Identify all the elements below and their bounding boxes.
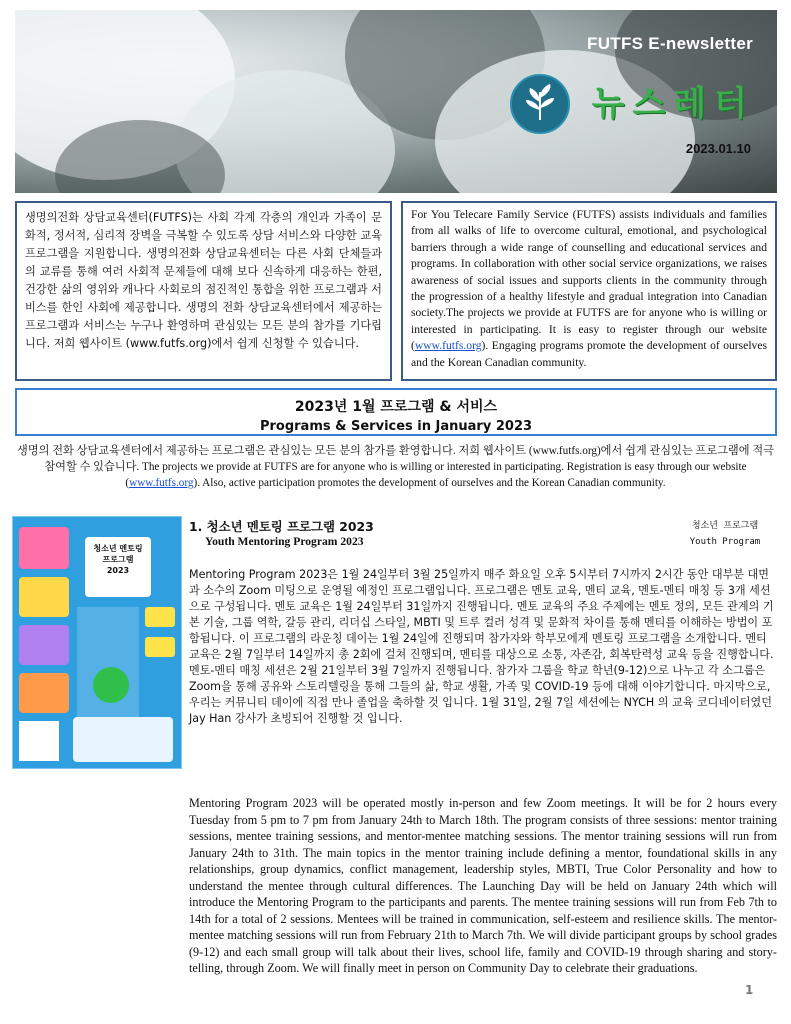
website-link[interactable]: www.futfs.org [414,339,482,353]
poster-title-line: 2023 [106,566,130,575]
intro-korean-text: 생명의전화 상담교육센터(FUTFS)는 사회 각계 각층의 개인과 가족이 문화적, 정서적, 심리적 장벽을 극복할 수 있도록 상담 서비스와 다양한 교육 프로그램을 지원합니다. 생명의전화 상담교육센터는 다른 사회 단체들과의 교류를 통해 여러 사회적 문제들에 대해 보다 신속하게 대응하는 한편, 건강한 삶의 영위와 캐나다 사회로의 점진적인 통합을 위한 프로그램과 서비스를 한인 사회에 제공합니다. 생명의 전화 상담교육센터에서 제공하는 프로그램과 서비스는 누구나 환영하며 관심있는 모든 분의 참가를 기다립니다. 저희 웹사이트 (www.futfs.org)에서 쉽게 신청할 수 있습니다. [25,211,382,350]
section-body-english: Mentoring Program 2023 will be operated mostly in-person and few Zoom meetings. It will be for 2 hours every Tuesday from 5 pm to 7 pm from January 24th to March 18th. The program consists of three sessions: mentor training sessions, mentee training sessions, and mentor-mentee matching sessions. The mentor training sessions will run from January 24th to 31th. The main topics in the mentor training include defining a mentor, foundational skills in any relationships, group dynamics, conflict management, leadership styles, MBTI, True Color Personality and how to understand the mentee through cultural differences. The Launching Day will be held on January 24th which will introduce the Mentoring Program to the participants and parents. The mentee training sessions will run from Feb 7th to 14th for a total of 2 sessions. Mentees will be trained in communication, self-esteem and resilience skills. The mentor- mentee matching sessions will run from February 21th to March 7th. We will divide participant groups by school grades (9-12) and each small group will talk about their lives, school life, family and COVID-19 through sharing and story-telling, through Zoom. We will finally meet in person on Community Day to celebrate their graduations. [189,796,777,975]
intro-english-text-end: ). Engaging programs promote the development of ourselves and the Korean Canadian community. [411,339,767,369]
poster-graphic [19,625,69,665]
section-title: 1. 청소년 멘토링 프로그램 2023 [189,519,374,534]
poster-title-line: 프로그램 [102,555,134,564]
intro-english-text: For You Telecare Family Service (FUTFS) assists individuals and families from all walks of life to overcome cultural, emotional, and psychological barriers through a wide range of counselling and educational services and programs. In collaboration with other social service organizations, we raises awareness of social issues and supports clients in the community through the progression of a healthy lifestyle and gradual integration into Canadian society.The projects we provide at FUTFS are for anyone who is willing or interested in participating. It is easy to register through our website ( [411,208,767,353]
poster-sticker [145,607,175,627]
handwritten-label-korean: 청소년 프로그램 [691,521,759,531]
poster-qr-code [19,721,59,761]
programs-lead-paragraph [12,443,779,491]
poster-sticker [145,637,175,657]
poster-title-line: 청소년 멘토링 [93,544,143,553]
poster-photo [73,717,173,762]
handwritten-label [680,518,770,550]
futfs-logo-icon [510,74,570,134]
programs-heading-box [15,388,777,436]
newsletter-korean-title: 뉴스레터 [591,84,755,124]
poster-graphic [19,577,69,617]
lead-text: 생명의 전화 상담교육센터에서 제공하는 프로그램은 관심있는 모든 분의 참가를 환영합니다. 저희 웹사이트 (www.futfs.org)에서 쉽게 관심있는 프로그램에 적극 참여할 수 있습니다. The projects we provide at FUTFS are for anyone who is willing or interested in participating. Registration is easy through our website ( [17,445,774,489]
poster-title [85,537,151,597]
programs-heading-korean: 2023년 1월 프로그램 & 서비스 [294,399,498,415]
issue-date: 2023.01.10 [685,141,751,156]
programs-heading-english: Programs & Services in January 2023 [259,419,533,434]
intro-korean-box [15,201,392,381]
poster-calendar-graphic [19,527,69,569]
newsletter-title: FUTFS E-newsletter [587,34,753,53]
page-number: 1 [745,983,754,997]
section-body-korean: Mentoring Program 2023은 1월 24일부터 3월 25일까지 매주 화요일 오후 5시부터 7시까지 2시간 동안 대부분 대면과 소수의 Zoom 미팅으로 운영될 예정인 프로그램입니다. 프로그램은 멘토 교육, 멘티 교육, 멘토-멘티 매칭 등 3개 세션으로 구성됩니다. 멘토 교육은 1월 24일부터 31일까지 진행됩니다. 멘토 교육의 주요 주제에는 멘토 정의, 모든 관계의 기본 기술, 그룹 역학, 갈등 관리, 리더십 스타일, MBTI 및 트루 컬러 성격 및 문화적 차이를 통해 멘티를 이해하는 방법이 포함됩니다. 이 프로그램의 라운칭 데이는 1월 24일에 진행되며 참가자와 학부모에게 멘토링 프로그램을 소개합니다. 멘티 교육은 2월 7일부터 14일까지 총 2회에 걸쳐 진행되며, 멘티를 대상으로 소통, 자존감, 회복탄력성 교육 등을 진행합니다. 멘토-멘티 매칭 세션은 2월 21일부터 3월 7일까지 진행됩니다. 참가자 그룹을 학교 학년(9-12)으로 나누고 각 소그룹은 Zoom을 통해 공유와 스토리텔링을 통해 그들의 삶, 학교 생활, 가족 및 COVID-19 등에 대해 이야기합니다. 마지막으로, 우리는 커뮤니티 데이에 직접 만나 졸업을 축하할 것 입니다. 1월 31일, 2월 7일 세션에는 NYCH 의 교육 코디네이터였던 Jay Han 강사가 초빙되어 진행할 것 입니다. [189,568,774,725]
program-poster-image [12,516,182,769]
handwritten-label-english: Youth Program [689,537,761,547]
intro-english-box [401,201,777,381]
poster-graphic [19,673,69,713]
section-subtitle: Youth Mentoring Program 2023 [205,535,364,548]
header-banner [15,10,777,193]
lead-text-end: ). Also, active participation promotes the development of ourselves and the Korean Canadian community. [193,477,666,489]
poster-badge [93,667,129,703]
lead-website-link[interactable]: www.futfs.org [129,477,194,489]
